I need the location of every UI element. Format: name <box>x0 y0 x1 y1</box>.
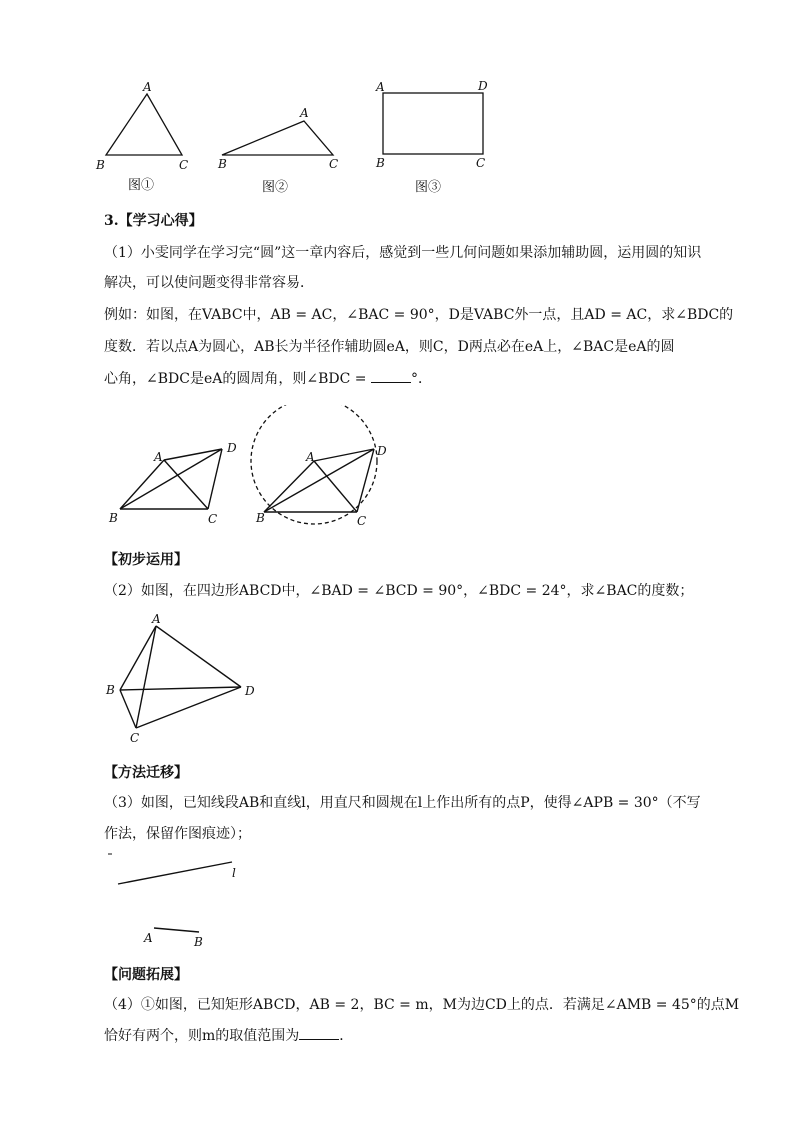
answer-blank <box>371 368 411 383</box>
figure-right-with-circle <box>251 405 387 528</box>
figure-3-caption: 图③ <box>415 180 442 195</box>
q1-line-5-suffix: °． <box>410 371 432 387</box>
label-B: B <box>194 935 203 949</box>
label-D: D <box>227 441 237 455</box>
label-C: C <box>476 156 486 170</box>
figure-1-caption: 图① <box>128 178 155 193</box>
section-extend-title: 【问题拓展】 <box>104 967 188 983</box>
q4-line-2 <box>104 1025 704 1047</box>
label-A: A <box>152 612 161 626</box>
q4-line-1: （4）①如图，已知矩形ABCD，AB = 2，BC = m，M为边CD上的点．若满足∠AMB = 45°的点M <box>104 997 740 1013</box>
label-l: l <box>232 866 236 880</box>
label-C: C <box>208 512 218 526</box>
label-D: D <box>478 79 488 93</box>
answer-blank <box>299 1025 339 1040</box>
q3-line-1: （3）如图，已知线段AB和直线l，用直尺和圆规在l上作出所有的点P，使得∠APB = 30°（不写 <box>104 795 701 811</box>
q4-line-2-suffix: ． <box>339 1028 354 1044</box>
label-B: B <box>109 511 118 525</box>
label-C: C <box>179 158 189 172</box>
section-method-title: 【方法迁移】 <box>104 765 188 781</box>
label-B: B <box>106 683 115 697</box>
label-B: B <box>96 158 105 172</box>
label-A: A <box>144 931 153 945</box>
figure-auxiliary-circle-example <box>104 405 404 535</box>
label-B: B <box>376 156 385 170</box>
figure-quadrilateral-abcd <box>104 610 264 748</box>
section-3-title: 3.【学习心得】 <box>104 213 203 229</box>
label-A: A <box>143 80 152 94</box>
q1-line-2: 解决，可以使问题变得非常容易． <box>104 275 314 291</box>
q1-line-5-text: 心角，∠BDC是eA的圆周角，则∠BDC = <box>104 371 367 387</box>
label-C: C <box>130 731 140 745</box>
label-B: B <box>256 511 265 525</box>
figure-segment-and-line <box>104 850 264 955</box>
figure-3-rectangle <box>372 76 497 174</box>
label-A: A <box>306 450 315 464</box>
q1-line-5 <box>104 368 704 390</box>
label-C: C <box>329 157 339 171</box>
q2-text: （2）如图，在四边形ABCD中，∠BAD = ∠BCD = 90°，∠BDC = 24°，求∠BAC的度数； <box>104 583 694 599</box>
figure-2-caption: 图② <box>262 180 289 195</box>
section-initial-title: 【初步运用】 <box>104 552 188 568</box>
figure-left-quadrilateral <box>108 441 237 526</box>
figure-1-triangle <box>92 78 202 173</box>
label-D: D <box>245 684 255 698</box>
figure-2-triangle <box>212 98 352 173</box>
q3-line-2: 作法，保留作图痕迹）； <box>104 826 251 842</box>
label-A: A <box>154 450 163 464</box>
label-D: D <box>377 444 387 458</box>
q1-line-3: 例如：如图，在VABC中，AB = AC，∠BAC = 90°，D是VABC外一点，且AD = AC，求∠BDC的 <box>104 307 734 323</box>
q4-line-2-text: 恰好有两个，则m的取值范围为 <box>104 1028 300 1044</box>
q1-line-4: 度数．若以点A为圆心，AB长为半径作辅助圆eA，则C，D两点必在eA上，∠BAC是eA的圆 <box>104 339 675 355</box>
label-C: C <box>357 514 367 528</box>
label-A: A <box>300 106 309 120</box>
label-A: A <box>376 80 385 94</box>
label-B: B <box>218 157 227 171</box>
q1-line-1: （1）小雯同学在学习完“圆”这一章内容后，感觉到一些几何问题如果添加辅助圆，运用圆的知识 <box>104 245 702 261</box>
